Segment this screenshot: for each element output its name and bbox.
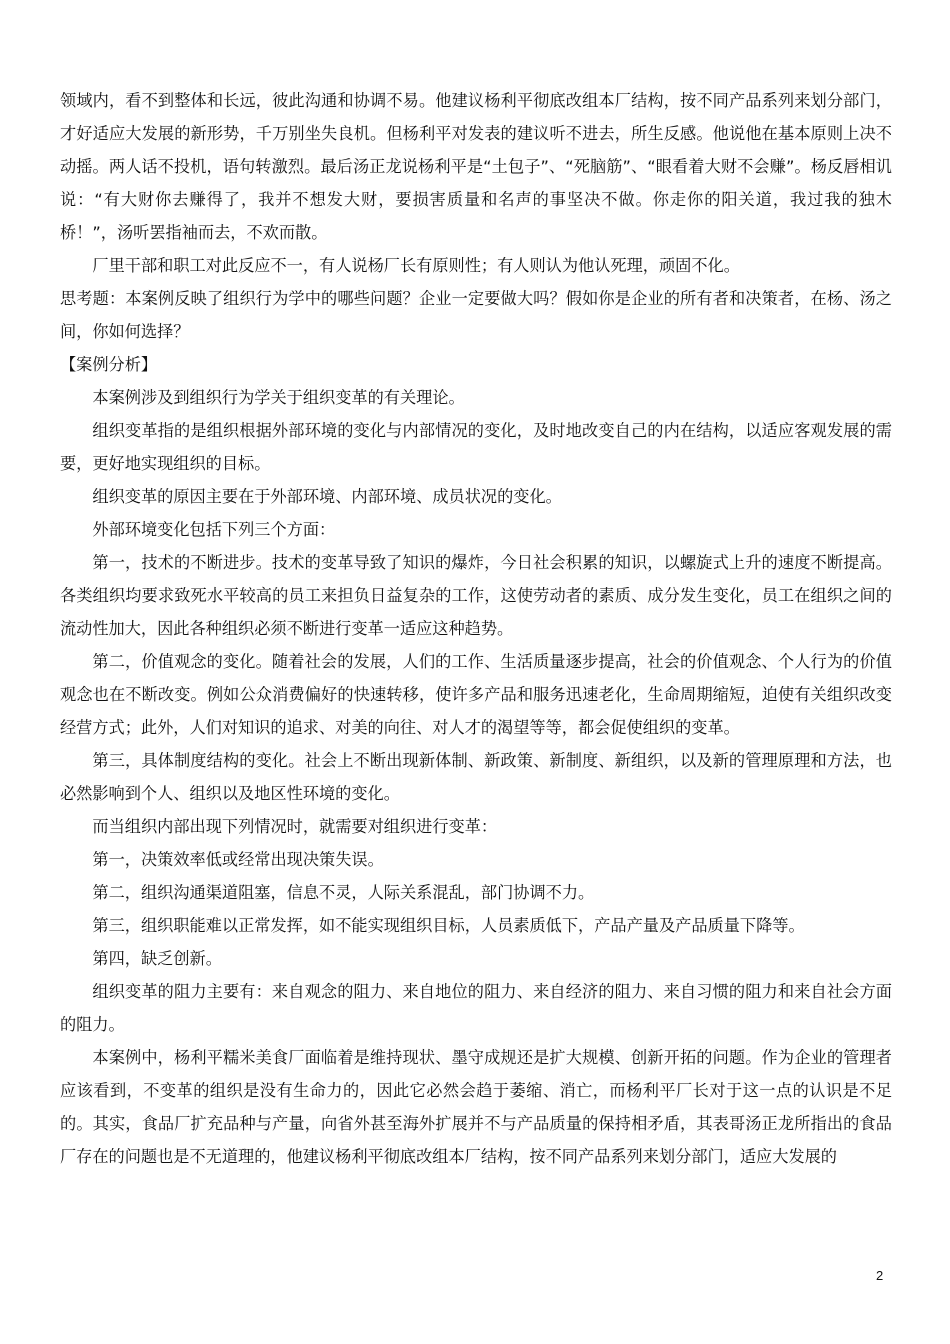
paragraph-internal-1: 第一，决策效率低或经常出现决策失误。 [92, 850, 384, 869]
paragraph-internal-intro: 而当组织内部出现下列情况时，就需要对组织进行变革： [92, 817, 498, 836]
page-number: 2 [876, 1268, 884, 1283]
paragraph-discussion-question: 思考题：本案例反映了组织行为学中的哪些问题？企业一定要做大吗？假如你是企业的所有者和决策者，在杨、汤之间，你如何选择？ [60, 289, 892, 341]
paragraph-resistance: 组织变革的阻力主要有：来自观念的阻力、来自地位的阻力、来自经济的阻力、来自习惯的阻力和来自社会方面的阻力。 [60, 982, 892, 1034]
paragraph-theory-intro: 本案例涉及到组织行为学关于组织变革的有关理论。 [92, 388, 465, 407]
paragraph-staff-reaction: 厂里干部和职工对此反应不一，有人说杨厂长有原则性；有人则认为他认死理，顽固不化。 [92, 256, 740, 275]
paragraph-case-application: 本案例中，杨利平糯米美食厂面临着是维持现状、墨守成规还是扩大规模、创新开拓的问题。作为企业的管理者应该看到，不变革的组织是没有生命力的，因此它必然会趋于萎缩、消亡，而杨利平厂长对于这一点的认识是不足的。其实，食品厂扩充品种与产量，向省外甚至海外扩展并不与产品质量的保持相矛盾，其表哥汤正龙所指出的食品厂存在的问题也是不无道理的，他建议杨利平彻底改组本厂结构，按不同产品系列来划分部门，适应大发展的 [60, 1048, 892, 1166]
paragraph-internal-2: 第二，组织沟通渠道阻塞，信息不灵，人际关系混乱，部门协调不力。 [92, 883, 595, 902]
section-heading-case-analysis: 【案例分析】 [60, 355, 158, 374]
body-text [60, 84, 892, 1173]
paragraph-external-3: 第三，具体制度结构的变化。社会上不断出现新体制、新政策、新制度、新组织，以及新的管理原理和方法，也必然影响到个人、组织以及地区性环境的变化。 [60, 751, 892, 803]
paragraph-external-2: 第二，价值观念的变化。随着社会的发展，人们的工作、生活质量逐步提高，社会的价值观念、个人行为的价值观念也在不断改变。例如公众消费偏好的快速转移，使许多产品和服务迅速老化，生命周期缩短，迫使有关组织改变经营方式；此外，人们对知识的追求、对美的向往、对人才的渴望等等，都会促使组织的变革。 [60, 652, 892, 737]
paragraph-external-1: 第一，技术的不断进步。技术的变革导致了知识的爆炸，今日社会积累的知识，以螺旋式上升的速度不断提高。各类组织均要求致死水平较高的员工来担负日益复杂的工作，这使劳动者的素质、成分发生变化，员工在组织之间的流动性加大，因此各种组织必须不断进行变革一适应这种趋势。 [60, 553, 892, 638]
paragraph-internal-4: 第四，缺乏创新。 [92, 949, 222, 968]
paragraph-causes: 组织变革的原因主要在于外部环境、内部环境、成员状况的变化。 [92, 487, 562, 506]
paragraph-internal-3: 第三，组织职能难以正常发挥，如不能实现组织目标，人员素质低下，产品产量及产品质量下降等。 [92, 916, 805, 935]
paragraph-definition: 组织变革指的是组织根据外部环境的变化与内部情况的变化，及时地改变自己的内在结构，以适应客观发展的需要，更好地实现组织的目标。 [60, 421, 892, 473]
paragraph-external-intro: 外部环境变化包括下列三个方面： [92, 520, 336, 539]
paragraph-continuation: 领域内，看不到整体和长远，彼此沟通和协调不易。他建议杨利平彻底改组本厂结构，按不同产品系列来划分部门，才好适应大发展的新形势，千万别坐失良机。但杨利平对发表的建议听不进去，所生反感。他说他在基本原则上决不动摇。两人话不投机，语句转激烈。最后汤正龙说杨利平是“土包子”、“死脑筋”、“眼看着大财不会赚”。杨反唇相讥说：“有大财你去赚得了，我并不想发大财，要损害质量和名声的事坚决不做。你走你的阳关道，我过我的独木桥！”，汤听罢指袖而去，不欢而散。 [60, 91, 892, 242]
